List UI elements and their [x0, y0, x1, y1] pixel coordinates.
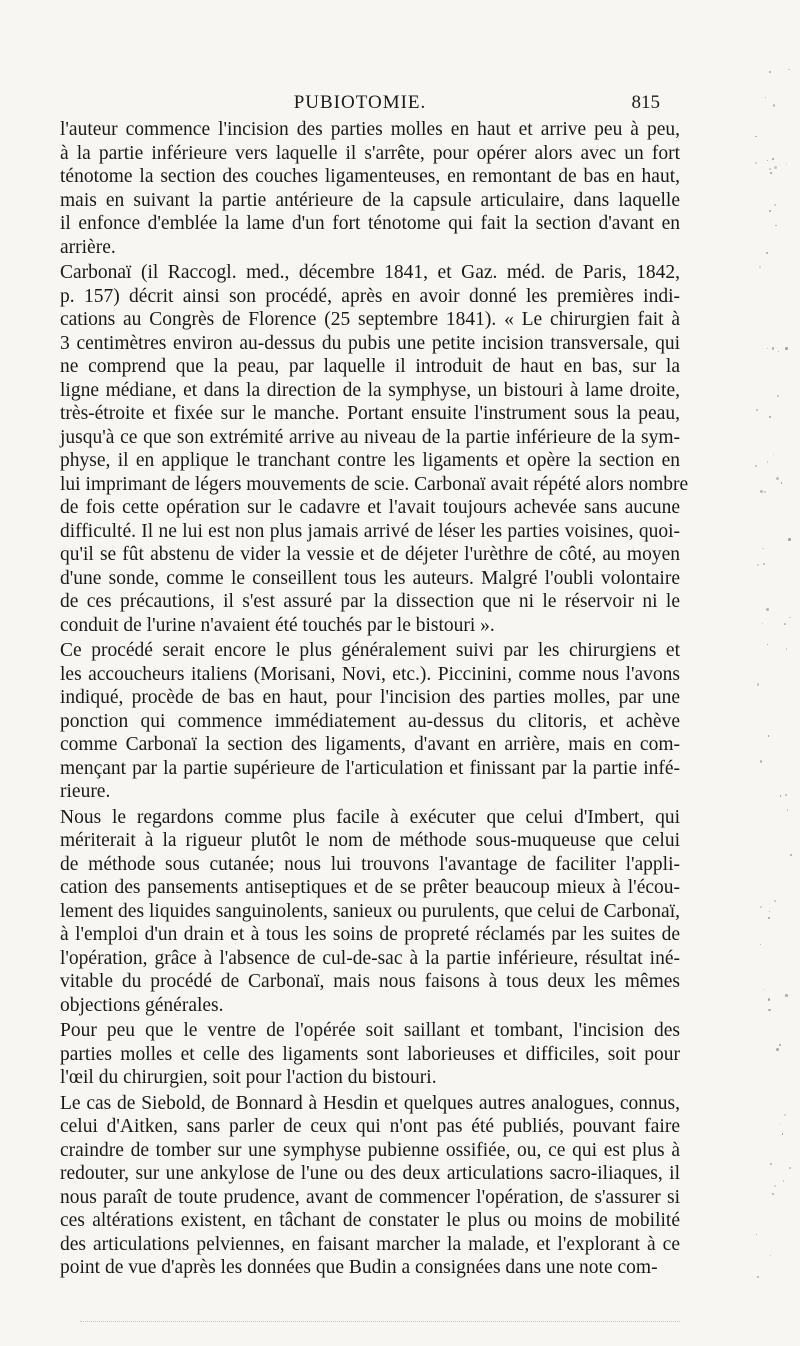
text-line: mençant par la partie supérieure de l'articulation et finissant par la partie infé-: [60, 757, 680, 779]
scan-speck: [767, 461, 769, 463]
text-line: 3 centimètres environ au-dessus du pubis une petite incision transversale, qui: [60, 332, 680, 354]
text-line: qu'il se fût abstenu de vider la vessie et de déjeter l'urèthre de côté, au moyen: [60, 544, 680, 565]
text-line: objections générales.: [60, 994, 224, 1016]
scan-speck: [757, 564, 759, 566]
scan-speck: [767, 160, 769, 162]
scan-speck: [756, 1234, 757, 1235]
scan-speck: [757, 683, 759, 685]
text-line: conduit de l'urine n'avaient été touchés par le bistouri ».: [60, 614, 495, 636]
text-line: comme Carbonaï la section des ligaments, d'avant en arrière, mais en com-: [60, 734, 680, 755]
scan-speck: [756, 409, 758, 411]
running-title: PUBIOTOMIE.: [293, 92, 427, 113]
scan-speck: [776, 477, 779, 480]
text-line: p. 157) décrit ainsi son procédé, après en avoir donné les premières indi-: [60, 285, 680, 307]
scan-speck: [784, 623, 786, 625]
scan-speck: [755, 136, 757, 138]
text-line: Ce procédé serait encore le plus généralement suivi par les chirurgiens et: [60, 640, 680, 661]
scan-speck: [768, 735, 770, 737]
scan-speck: [768, 998, 770, 1000]
text-line: physe, il en applique le tranchant contre les ligaments et opère la section en: [60, 450, 680, 471]
text-line: l'auteur commence l'incision des parties molles en haut et arrive peu à peu,: [60, 119, 680, 140]
scan-speck: [769, 210, 771, 212]
text-line: de ces précautions, il s'est assuré par la dissection que ni le réservoir ni le: [60, 591, 680, 612]
scan-speck: [768, 1009, 770, 1011]
text-line: Le cas de Siebold, de Bonnard à Hesdin et quelques autres analogues, connus,: [60, 1092, 680, 1114]
scan-speck: [783, 1180, 784, 1181]
scan-speck: [755, 162, 756, 163]
scan-speck: [777, 395, 779, 397]
scan-speck: [786, 164, 787, 165]
text-line: indiqué, procède de bas en haut, pour l'incision des parties molles, par une: [60, 687, 680, 708]
scan-speck: [780, 795, 781, 796]
text-line: de méthode sous cutanée; nous lui trouvons l'avantage de faciliter l'appli-: [60, 853, 680, 875]
text-line: ligne médiane, et dans la direction de la symphyse, un bistouri à lame droite,: [60, 379, 680, 401]
scan-speck: [760, 490, 763, 493]
scan-speck: [787, 809, 789, 811]
scan-speck: [780, 1124, 781, 1125]
scan-speck: [769, 168, 772, 171]
scan-speck: [770, 172, 772, 174]
scan-speck: [772, 158, 774, 160]
text-line: ces altérations existent, en tâchant de constater le plus ou moins de mobilité: [60, 1210, 680, 1231]
text-line: des articulations pelviennes, en faisant marcher la malade, et l'explorant à ce: [60, 1233, 680, 1255]
text-line: cations au Congrès de Florence (25 septembre 1841). « Le chirurgien fait à: [60, 309, 680, 330]
scan-noise-top: [0, 18, 800, 48]
scan-speck: [774, 900, 776, 902]
scan-speck: [773, 454, 774, 455]
text-line: cation des pansements antiseptiques et de se prêter beaucoup mieux à l'écou-: [60, 877, 680, 898]
scan-speck: [785, 347, 787, 349]
scan-speck: [770, 1255, 771, 1256]
text-line: nous paraît de toute prudence, avant de commencer l'opération, de s'assurer si: [60, 1186, 680, 1208]
text-line: parties molles et celle des ligaments sont laborieuses et difficiles, soit pour: [60, 1043, 680, 1065]
scan-speck: [763, 989, 765, 991]
page-number: 815: [631, 92, 660, 113]
text-line: l'opération, grâce à l'absence de cul-de-sac à la partie inférieure, résultat iné-: [60, 947, 680, 969]
scan-noise-bottom: [80, 1321, 680, 1328]
scan-speck: [757, 1276, 759, 1278]
text-line: à la partie inférieure vers laquelle il s'arrête, pour opérer alors avec un fort: [60, 142, 680, 164]
scan-speck: [785, 794, 787, 796]
text-line: de fois cette opération sur le cadavre et l'avait toujours achevée sans aucune: [60, 497, 680, 518]
scan-speck: [774, 166, 777, 169]
scan-speck: [774, 204, 776, 206]
scan-speck: [769, 911, 770, 912]
text-line: lui imprimant de légers mouvements de scie. Carbonaï avait répété alors nombre: [60, 473, 689, 495]
scan-speck: [760, 944, 761, 945]
text-line: l'œil du chirurgien, soit pour l'action du bistouri.: [60, 1067, 437, 1088]
scan-speck: [770, 1163, 772, 1165]
text-line: mais en suivant la partie antérieure de la capsule articulaire, dans laquelle: [60, 189, 680, 211]
scan-speck: [779, 1044, 781, 1046]
scan-speck: [775, 225, 777, 227]
scan-speck: [788, 538, 791, 541]
text-line: lement des liquides sanguinolents, sanieux ou purulents, que celui de Carbonaï,: [60, 900, 680, 922]
text-line: Nous le regardons comme plus facile à exécuter que celui d'Imbert, qui: [60, 806, 680, 828]
scan-speck: [765, 97, 766, 98]
scan-speck: [769, 416, 771, 418]
text-line: ponction qui commence immédiatement au-dessus du clitoris, et achève: [60, 710, 680, 732]
text-line: ne comprend que la peau, par laquelle il introduit de haut en bas, sur la: [60, 356, 680, 377]
scan-speck: [772, 1193, 774, 1195]
text-line: à l'emploi d'un drain et à tous les soins de propreté réclamés par les suites de: [60, 924, 680, 945]
text-line: ténotome la section des couches ligamenteuses, en remontant de bas en haut,: [60, 166, 680, 187]
text-line: craindre de tomber sur une symphyse pubienne ossifiée, ou, ce qui est plus à: [60, 1139, 680, 1161]
scan-speck: [762, 623, 763, 624]
scan-speck: [778, 351, 779, 352]
scan-speck: [766, 608, 769, 611]
text-line: celui d'Aitken, sans parler de ceux qui n'ont pas été publiés, pouvant faire: [60, 1116, 680, 1137]
scan-margin-specks: [754, 60, 794, 1320]
text-line: Pour peu que le ventre de l'opérée soit saillant et tombant, l'incision des: [60, 1020, 680, 1041]
text-line: rieure.: [60, 781, 111, 802]
scan-speck: [786, 648, 787, 649]
scan-speck: [768, 917, 769, 918]
scan-speck: [789, 1167, 791, 1169]
scan-speck: [784, 1114, 786, 1116]
scan-speck: [767, 644, 768, 645]
scan-speck: [776, 1048, 779, 1051]
scan-speck: [769, 71, 771, 73]
text-line: vitable du procédé de Carbonaï, mais nous faisons à tous deux les mêmes: [60, 971, 680, 992]
paragraph: [60, 806, 680, 1018]
text-line: jusqu'à ce que son extrémité arrive au niveau de la partie inférieure de la sym-: [60, 426, 680, 448]
scan-speck: [773, 104, 776, 107]
scan-speck: [760, 760, 762, 762]
scan-speck: [772, 347, 774, 349]
scan-speck: [774, 1185, 776, 1187]
text-line: point de vue d'après les données que Budin a consignées dans une note com-: [60, 1257, 658, 1278]
scan-speck: [781, 482, 783, 484]
scan-speck: [764, 491, 766, 493]
scan-speck: [788, 69, 790, 71]
text-line: difficulté. Il ne lui est non plus jamais arrivé de léser les parties voisines, quoi-: [60, 520, 680, 542]
paragraph: [60, 261, 689, 637]
scan-speck: [767, 348, 768, 349]
paragraph: [60, 1092, 680, 1280]
scan-speck: [789, 617, 790, 618]
scan-speck: [760, 906, 762, 908]
scan-speck: [785, 994, 788, 997]
scan-speck: [790, 854, 792, 856]
paragraph: [60, 1019, 680, 1090]
text-line: très-étroite et fixée sur le manche. Portant ensuite l'instrument sous la peau,: [60, 403, 680, 424]
scan-speck: [763, 563, 765, 565]
scan-speck: [755, 465, 757, 467]
text-line: les accoucheurs italiens (Morisani, Novi, etc.). Piccinini, comme nous l'avons: [60, 663, 680, 685]
text-line: d'une sonde, comme le conseillent tous les auteurs. Malgré l'oubli volontaire: [60, 567, 680, 589]
paragraph: [60, 639, 680, 804]
body-text: [60, 118, 689, 1282]
text-line: redouter, sur une ankylose de l'une ou des deux articulations sacro-iliaques, il: [60, 1163, 680, 1184]
text-line: Carbonaï (il Raccogl. med., décembre 1841, et Gaz. méd. de Paris, 1842,: [60, 262, 680, 283]
scan-speck: [782, 1133, 784, 1135]
paragraph: [60, 118, 680, 259]
scan-speck: [766, 252, 768, 254]
text-line: il enfonce d'emblée la lame d'un fort ténotome qui fait la section d'avant en: [60, 213, 680, 234]
text-line: mériterait à la rigueur plutôt le nom de méthode sous-muqueuse que celui: [60, 830, 680, 851]
page-header: [60, 92, 660, 118]
scan-speck: [759, 266, 762, 269]
text-line: arrière.: [60, 236, 116, 258]
scan-speck: [762, 548, 764, 550]
